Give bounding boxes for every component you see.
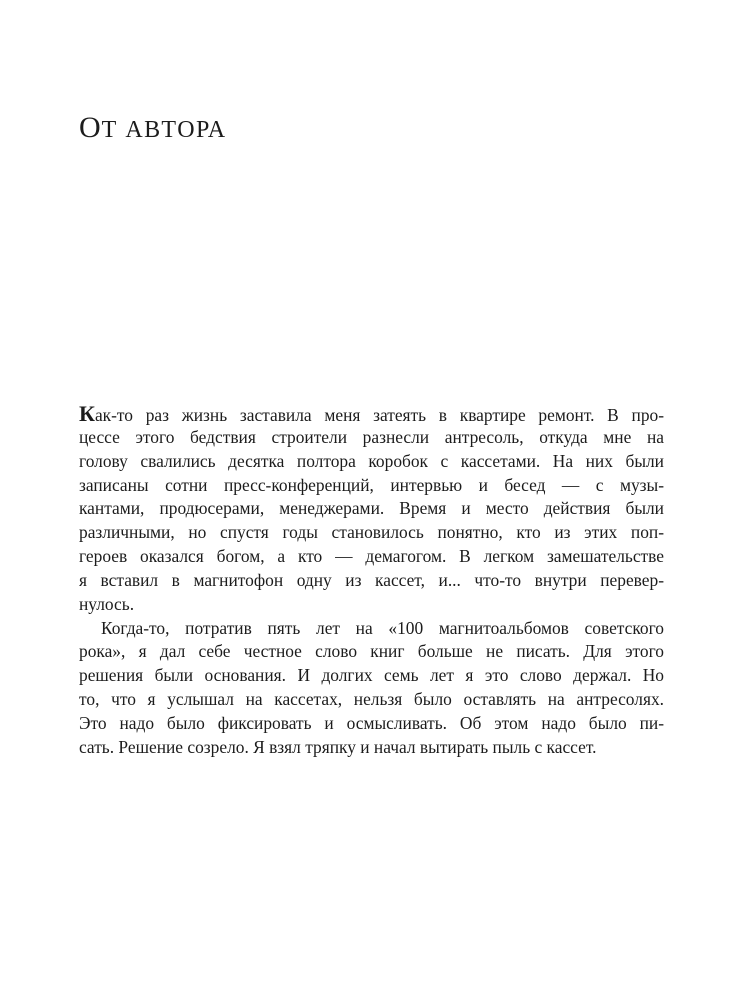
text-line: решения были основания. И долгих семь лет я это слово держал. Но xyxy=(79,665,664,686)
text-line: цессе этого бедствия строители разнесли антресоль, откуда мне на xyxy=(79,426,664,447)
text-line: то, что я услышал на кассетах, нельзя было оставлять на антресолях. xyxy=(79,689,664,710)
text-line: нулось. xyxy=(79,593,135,614)
text-line: сать. Решение созрело. Я взял тряпку и начал вытирать пыль с кассет. xyxy=(79,736,597,757)
text-line: рока», я дал себе честное слово книг больше не писать. Для этого xyxy=(79,641,664,662)
chapter-title xyxy=(79,108,227,150)
text-line: записаны сотни пресс-конференций, интервью и бесед — с музы- xyxy=(79,474,664,495)
text-line: героев оказался богом, а кто — демагогом. В легком замешательстве xyxy=(79,546,664,567)
chapter-title-rest: Т АВТОРА xyxy=(101,117,227,143)
paragraph-1 xyxy=(79,402,664,617)
text-line: кантами, продюсерами, менеджерами. Время и место действия были xyxy=(79,498,664,519)
text-line: голову свалились десятка полтора коробок с кассетами. На них были xyxy=(79,450,664,471)
drop-initial: К xyxy=(79,401,95,426)
text-line: различными, но спустя годы становилось понятно, кто из этих поп- xyxy=(79,522,664,543)
text-line: Это надо было фиксировать и осмысливать. Об этом надо было пи- xyxy=(79,712,664,733)
text-line xyxy=(79,402,664,426)
text-line: я вставил в магнитофон одну из кассет, и... что-то внутри перевер- xyxy=(79,569,664,590)
body-text xyxy=(79,402,664,760)
chapter-title-first-letter: О xyxy=(79,111,102,144)
text-line-content: ак-то раз жизнь заставила меня затеять в квартире ремонт. В про- xyxy=(94,405,664,425)
paragraph-2 xyxy=(79,617,664,760)
text-line: Когда-то, потратив пять лет на «100 магнитоальбомов советского xyxy=(101,617,664,638)
